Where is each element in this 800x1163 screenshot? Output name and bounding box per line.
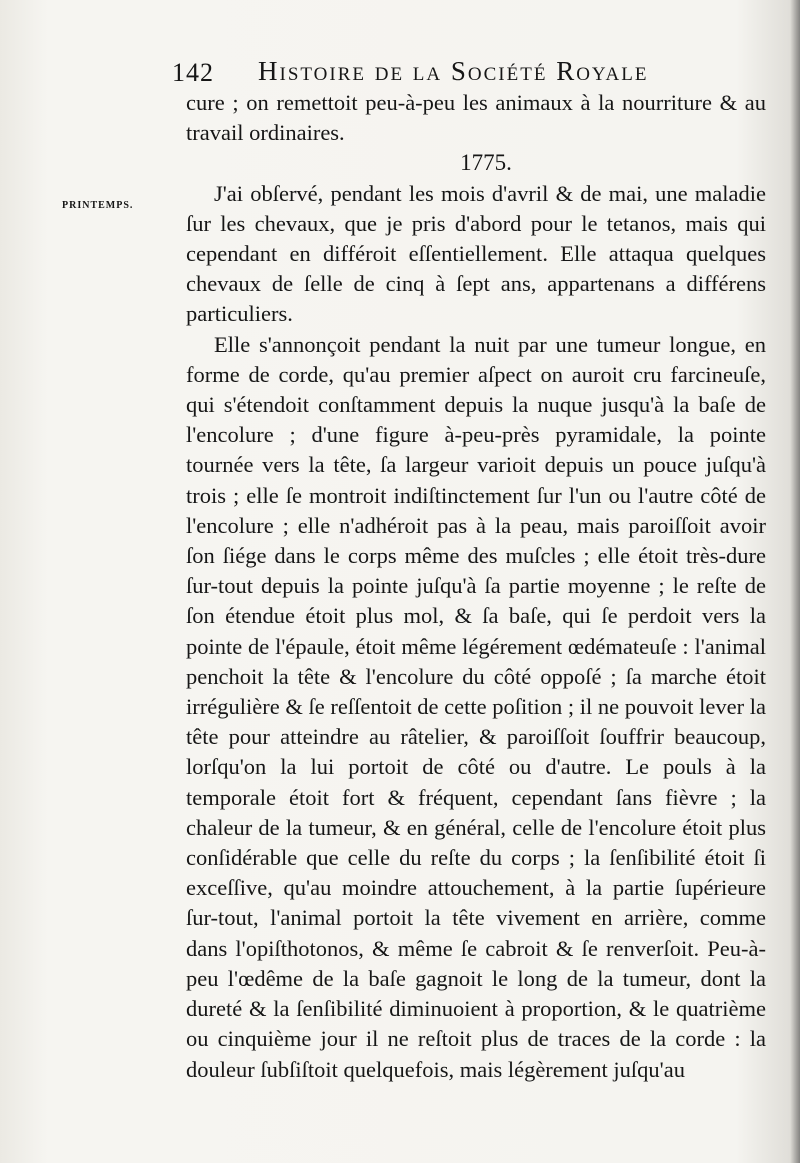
- page-number: 142: [172, 58, 214, 87]
- page-edge-shadow: [790, 0, 800, 1163]
- body-text: [186, 88, 766, 1085]
- margin-note: PRINTEMPS.: [62, 200, 134, 211]
- paragraph-1: J'ai obſervé, pendant les mois d'avril & de mai, une maladie ſur les chevaux, que je pris d'abord pour le tetanos, mais qui cependant en différoit eſſentiellement. Elle attaqua quelques chevaux de ſelle de cinq à ſept ans, appartenans a différens particuliers.: [186, 180, 766, 327]
- paragraph-2: Elle s'annonçoit pendant la nuit par une tumeur longue, en forme de corde, qu'au premier aſpect on auroit cru farcineuſe, qui s'étendoit conſtamment depuis la nuque jusqu'à la baſe de l'encolure ; d'une figure à-peu-près pyramidale, la pointe tournée vers la tête, ſa largeur varioit depuis un pouce juſqu'à trois ; elle ſe montroit indiſtinctement ſur l'un ou l'autre côté de l'encolure ; elle n'adhéroit pas à la peau, mais paroiſſoit avoir ſon ſiége dans le corps même des muſcles ; elle étoit très-dure ſur-tout depuis la pointe juſqu'à ſa partie moyenne ; le reſte de ſon étendue étoit plus mol, & ſa baſe, qui ſe perdoit vers la pointe de l'épaule, étoit même légérement œdémateuſe : l'animal penchoit la tête & l'encolure du côté oppoſé ; ſa marche étoit irrégulière & ſe reſſentoit de cette poſition ; il ne pouvoit lever la tête pour atteindre au râtelier, & paroiſſoit ſouffrir beaucoup, lorſqu'on la lui portoit de côté ou d'autre. Le pouls à la temporale étoit fort & fréquent, cependant ſans fièvre ; la chaleur de la tumeur, & en général, celle de l'encolure étoit plus conſidérable que celle du reſte du corps ; la ſenſibilité étoit ſi exceſſive, qu'au moindre attouchement, à la partie ſupérieure ſur-tout, l'animal portoit la tête vivement en arrière, comme dans l'opiſthotonos, & même ſe cabroit & ſe renverſoit. Peu-à-peu l'œdême de la baſe gagnoit le long de la tumeur, dont la dureté & la ſenſibilité diminuoient à proportion, & le quatrième ou cinquième jour il ne reſtoit plus de traces de la corde : la douleur ſubſiſtoit quelquefois, mais légèrement juſqu'au: [186, 331, 766, 1082]
- year-heading: 1775.: [460, 150, 512, 176]
- running-header: [172, 52, 712, 92]
- continuation-paragraph: cure ; on remettoit peu-à-peu les animaux à la nourriture & au travail ordinaires.: [186, 90, 766, 146]
- running-title: Histoire de la Société Royale: [258, 56, 649, 86]
